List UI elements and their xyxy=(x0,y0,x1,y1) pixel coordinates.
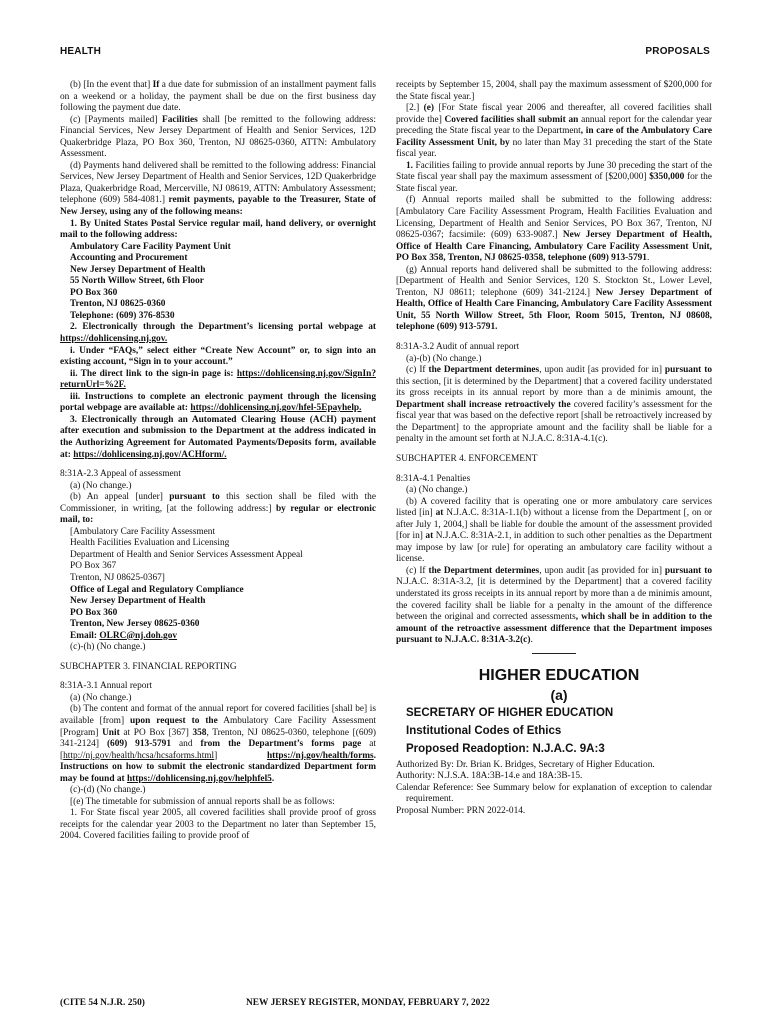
proposal-number: Proposal Number: PRN 2022-014. xyxy=(396,805,526,816)
paragraph-b-3-1: (b) The content and format of the annual report for covered facilities [shall be] is available [from] upon request to the Ambulatory Care Facility Assessment [Program] Unit at PO Box [367] 358, Trenton, NJ 08625-0360, telephone [(609) 341-2124] (609) 913-5791 and from the Department’s forms page at [http://nj.gov/health/hcsa/hcsaforms.html] https://nj.gov/health/forms. Instructions on how to submit the electronic standardized Department form may be found at https://dohlicensing.nj.gov/helphfel5. xyxy=(60,704,377,784)
footer-register: NEW JERSEY REGISTER, MONDAY, FEBRUARY 7, 2022 xyxy=(246,998,490,1008)
section-heading-3-2: 8:31A-3.2 Audit of annual report xyxy=(396,342,520,353)
means-2-ii: ii. The direct link to the sign-in page is: https://dohlicensing.nj.gov/SignIn?returnUrl=%2F. xyxy=(60,368,376,391)
paragraph-e-3-1: [(e) The timetable for submission of annual reports shall be as follows: xyxy=(70,796,335,807)
sign-in-link[interactable]: https://dohlicensing.nj.gov/SignIn?returnUrl=%2F. xyxy=(60,368,376,391)
proposal-heading: Proposed Readoption: N.J.A.C. 9A:3 xyxy=(406,742,605,755)
paragraph-d: (d) Payments hand delivered shall be remitted to the following address: Financial Services, New Jersey Department of Health and Senior Services, 12D Quakerbridge Plaza, Quakerbridge Road, Mercerville, NJ 08619, ATTN: Ambulatory Assessment; telephone (609) 584-4081.] remit payments, payable to the Treasurer, State of New Jersey, using any of the following means: xyxy=(60,160,376,218)
paragraph-b-2-3: (b) An appeal [under] pursuant to this section shall be filed with the Commissioner, in writing, [at the following address:] by regular or electronic mail, to: xyxy=(60,492,377,526)
means-2: 2. Electronically through the Department’s licensing portal webpage at https://dohlicensing.nj.gov. xyxy=(60,322,376,345)
paragraph-b-4-1: (b) A covered facility that is operating one or more ambulatory care services listed [in] at N.J.A.C. 8:31A-1.1(b) without a license from the Department [, on or after July 1, 2004,] shall be liable for double the amount of the assessment provided [for in] at N.J.A.C. 8:31A-2.1, in addition to such other penalties as the Department may impose by law [or rule] for operating an ambulatory care facility without a license. xyxy=(396,496,712,565)
appeal-address-old: [Ambulatory Care Facility Assessment Health Facilities Evaluation and Licensing Department of Health and Senior Services Assessment Appeal PO Box 367 Trenton, NJ 08625-0367] xyxy=(70,526,303,583)
authorized-by: Authorized By: Dr. Brian K. Bridges, Secretary of Higher Education. xyxy=(396,759,655,770)
section-heading-2-3: 8:31A-2.3 Appeal of assessment xyxy=(60,469,181,480)
appeal-address-new: Office of Legal and Regulatory Compliance New Jersey Department of Health PO Box 360 Trenton, New Jersey 08625-0360 Email: OLRC@nj.doh.gov xyxy=(70,584,244,641)
section-heading-4-1: 8:31A-4.1 Penalties xyxy=(396,473,471,484)
paragraph-c: (c) [Payments mailed] Facilities shall [be remitted to the following address: Financial Services, New Jersey Department of Health and Senior Services, 12D Quakerbridge Plaza, PO Box 360, Trenton, NJ 08625-0360, ATTN: Ambulatory Assessment. xyxy=(60,114,376,160)
paragraph-e-3-1-new: [2.] (e) [For State fiscal year 2006 and thereafter, all covered facilities shall provide the] Covered facilities shall submit an annual report for the calendar year preceding the State fiscal year to the Department, in care of the Ambulatory Care Facility Assessment Unit, by no later than May 31 preceding the start of the State fiscal year. xyxy=(396,103,713,160)
paragraph-e-1-new: 1. Facilities failing to provide annual reports by June 30 preceding the start of the State fiscal year shall pay the maximum assessment of [$200,000] $350,000 for the State fiscal year. xyxy=(396,160,712,194)
helphfel5-link[interactable]: https://dohlicensing.nj.gov/helphfel5 xyxy=(126,773,272,784)
means-2-iii: iii. Instructions to complete an electronic payment through the licensing portal webpage are available at: https://dohlicensing.nj.gov/hfel-5Epayhelp. xyxy=(60,391,376,414)
paragraph-c-h-2-3: (c)-(h) (No change.) xyxy=(70,642,146,653)
section-heading-3-1: 8:31A-3.1 Annual report xyxy=(60,681,153,692)
running-header-left: HEALTH xyxy=(60,46,102,57)
paragraph-c-3-2: (c) If the Department determines, upon audit [as provided for in] pursuant to this section, [it is determined by the Department] that a covered facility understated its gross receipts in its annual report by more than a de minimis amount, the Department shall increase retroactively the covered facility’s assessment for the fiscal year that was based on the defective report [shall be retroactively increased by the Department] to the appropriate amount and the facility shall be liable for a penalty in the amount set forth at N.J.A.C. 8:31A-4.1(c). xyxy=(396,365,712,445)
footer-cite: (CITE 54 N.J.R. 250) xyxy=(60,998,145,1008)
higher-education-heading: HIGHER EDUCATION xyxy=(478,666,640,684)
right-column xyxy=(396,80,712,817)
paragraph-e-1-3-1: 1. For State fiscal year 2005, all covered facilities shall provide proof of gross receipts for the calendar year 2003 to the Department no later than September 15, 2004. Covered facilities failing to provide proof of xyxy=(60,808,376,842)
subject-heading: Institutional Codes of Ethics xyxy=(406,724,562,737)
ach-form-link[interactable]: https://dohlicensing.nj.gov/ACHform/. xyxy=(73,449,227,460)
hcsa-forms-link[interactable]: http://nj.gov/health/hcsa/hcsaforms.html xyxy=(63,750,215,761)
health-forms-link[interactable]: https://nj.gov/health/forms xyxy=(266,750,374,761)
paragraph-a-4-1: (a) (No change.) xyxy=(406,485,468,496)
item-letter: (a) xyxy=(550,686,568,703)
means-2-i: i. Under “FAQs,” select either “Create New Account” or, to sign into an existing account, “Sign in to your account.” xyxy=(60,345,376,368)
payhelp-link[interactable]: https://dohlicensing.nj.gov/hfel-5Epayhelp. xyxy=(190,403,362,414)
mailing-address: Ambulatory Care Facility Payment Unit Accounting and Procurement New Jersey Department of Health 55 North Willow Street, 6th Floor PO Box 360 Trenton, NJ 08625-0360 Telephone: (609) 376-8530 xyxy=(70,241,231,321)
calendar-reference: Calendar Reference: See Summary below for explanation of exception to calendar requirement. xyxy=(396,782,712,805)
paragraph-g: (g) Annual reports hand delivered shall be submitted to the following address: [Department of Health and Senior Services, 120 S. Stockton St., Lower Level, Trenton, NJ 08611; telephone (609) 341-2124.] New Jersey Department of Health, Office of Health Care Financing, Ambulatory Care Facility Assessment Unit, 55 North Willow Street, 5th Floor, Room 5015, Trenton, NJ 08608, telephone (609) 913-5791. xyxy=(396,264,712,333)
paragraph-f: (f) Annual reports mailed shall be submitted to the following address: [Ambulatory Care Facility Assessment Program, Health Facilities Evaluation and Licensing, Department of Health and Senior Services, PO Box 367, Trenton, NJ 08625-0367; facsimile: (609) 633-9087.] New Jersey Department of Health, Office of Health Care Financing, Ambulatory Care Facility Assessment Unit, PO Box 358, Trenton, NJ 08625-0358, telephone (609) 913-5791. xyxy=(396,195,712,264)
left-column xyxy=(60,80,376,843)
email-link[interactable]: OLRC@nj.doh.gov xyxy=(99,630,178,641)
authority: Authority: N.J.S.A. 18A:3B-14.e and 18A:3B-15. xyxy=(396,771,583,782)
paragraph-b: (b) [In the event that] If a due date for submission of an installment payment falls on a weekend or a holiday, the payment shall be due on the first business day following the payment due date. xyxy=(60,80,376,114)
means-1: 1. By United States Postal Service regular mail, hand delivery, or overnight mail to the following address: xyxy=(60,218,376,241)
agency-heading: SECRETARY OF HIGHER EDUCATION xyxy=(406,706,614,719)
paragraph-a-2-3: (a) (No change.) xyxy=(70,480,132,491)
section-divider xyxy=(532,653,576,654)
paragraph-a-3-1: (a) (No change.) xyxy=(70,692,132,703)
licensing-portal-link[interactable]: https://dohlicensing.nj.gov. xyxy=(60,334,168,345)
means-3: 3. Electronically through an Automated Clearing House (ACH) payment after execution and submission to the Department at the address indicated in the Authorizing Agreement for Automated Payments/Deposits form, available at: https://dohlicensing.nj.gov/ACHform/. xyxy=(60,414,376,460)
paragraph-c-d-3-1: (c)-(d) (No change.) xyxy=(70,785,146,796)
subchapter-3-heading: SUBCHAPTER 3. FINANCIAL REPORTING xyxy=(60,661,237,672)
subchapter-4-heading: SUBCHAPTER 4. ENFORCEMENT xyxy=(396,453,538,464)
paragraph-continued: receipts by September 15, 2004, shall pay the maximum assessment of $200,000 for the State fiscal year.] xyxy=(396,80,712,102)
running-header-right: PROPOSALS xyxy=(645,46,710,57)
paragraph-c-4-1: (c) If the Department determines, upon audit [as provided for in] pursuant to N.J.A.C. 8:31A-3.2, [it is determined by the Department] that a covered facility understated its gross receipts in its annual report by more than a de minimis amount, the covered facility shall be liable for a penalty in the amount of the difference between the original and corrected assessments, which shall be in addition to the amount of the retroactive assessment difference that the Department imposes pursuant to N.J.A.C. 8:31A-3.2(c). xyxy=(396,565,712,646)
paragraph-a-b-3-2: (a)-(b) (No change.) xyxy=(406,353,482,364)
